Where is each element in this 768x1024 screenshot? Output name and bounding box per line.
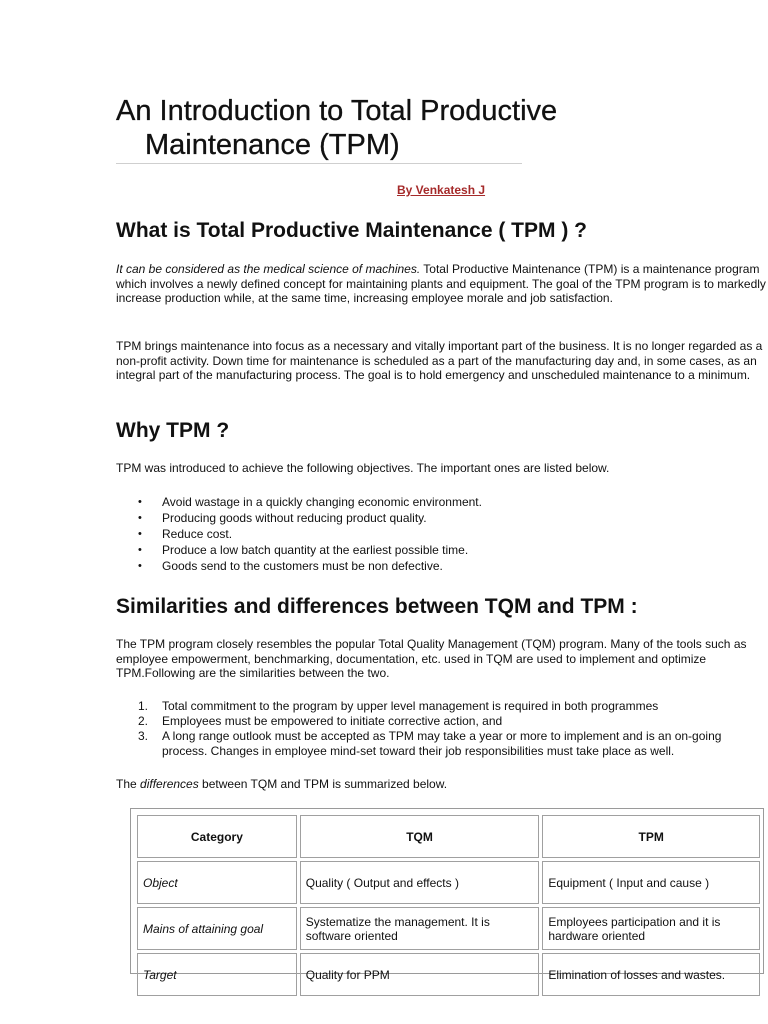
list-item: 1. Total commitment to the program by upper level management is required in both programmes <box>138 699 659 713</box>
list-item: 2. Employees must be empowered to initiate corrective action, and <box>138 714 503 728</box>
list-item: • Produce a low batch quantity at the earliest possible time. <box>116 542 766 558</box>
definition-italic: It can be considered as the medical science of machines. <box>116 262 421 276</box>
title-divider <box>116 163 522 164</box>
paragraph-maintenance-focus: TPM brings maintenance into focus as a necessary and vitally important part of the business. It is no longer regarded as a non-profit activity. Down time for maintenance is scheduled as a part of the manufacturing day and, in some cases, as an integral part of the manufacturing process. The goal is to hold emergency and unscheduled maintenance to a minimum. <box>116 339 763 382</box>
definition-text: Total Productive Maintenance (TPM) is a maintenance program which involves a newly defined concept for maintaining plants and equipment. The goal of the TPM program is to markedly increase production while, at the same time, increasing employee morale and job satisfaction. <box>116 262 766 305</box>
author-link[interactable]: By Venkatesh J <box>397 183 486 197</box>
table-header-row <box>137 815 760 858</box>
list-item: • Producing goods without reducing product quality. <box>116 510 766 526</box>
cell-tqm: Quality for PPM <box>300 953 540 996</box>
header-tqm: TQM <box>300 815 540 858</box>
paragraph-similarities-intro: The TPM program closely resembles the popular Total Quality Management (TQM) program. Many of the tools such as employee empowerment, benchmarking, documentation, etc. used in TQM are used to implement and optimize TPM.Following are the similarities between the two. <box>116 637 747 680</box>
cell-tqm: Systematize the management. It is software oriented <box>300 907 540 950</box>
paragraph-differences-intro: The differences between TQM and TPM is summarized below. <box>116 777 448 791</box>
cell-category: Mains of attaining goal <box>137 907 297 950</box>
similarities-list <box>116 699 766 759</box>
list-item: • Avoid wastage in a quickly changing economic environment. <box>116 494 766 510</box>
table-row <box>137 861 760 904</box>
list-item: • Reduce cost. <box>116 526 766 542</box>
paragraph-objectives-intro: TPM was introduced to achieve the following objectives. The important ones are listed below. <box>116 461 610 475</box>
heading-similarities: Similarities and differences between TQM and TPM : <box>116 595 638 618</box>
header-tpm: TPM <box>542 815 760 858</box>
differences-italic: differences <box>140 777 199 791</box>
cell-tpm: Elimination of losses and wastes. <box>542 953 760 996</box>
comparison-table-container <box>130 808 764 982</box>
header-category: Category <box>137 815 297 858</box>
heading-why-tpm: Why TPM ? <box>116 419 230 442</box>
cell-tpm: Equipment ( Input and cause ) <box>542 861 760 904</box>
heading-what-is-tpm: What is Total Productive Maintenance ( TPM ) ? <box>116 219 587 242</box>
comparison-table <box>134 812 763 999</box>
list-item: • Goods send to the customers must be non defective. <box>116 558 766 574</box>
paragraph-definition <box>116 262 766 306</box>
table-row <box>137 907 760 950</box>
page-title: An Introduction to Total Productive Maintenance (TPM) <box>116 95 558 161</box>
table-row <box>137 953 760 996</box>
cell-category: Object <box>137 861 297 904</box>
cell-tqm: Quality ( Output and effects ) <box>300 861 540 904</box>
objectives-list <box>116 494 766 574</box>
cell-category: Target <box>137 953 297 996</box>
list-item: 3. A long range outlook must be accepted as TPM may take a year or more to implement and is an on-going process. Changes in employee mind-set toward their job responsibilities must take place as well. <box>138 729 722 758</box>
cell-tpm: Employees participation and it is hardware oriented <box>542 907 760 950</box>
